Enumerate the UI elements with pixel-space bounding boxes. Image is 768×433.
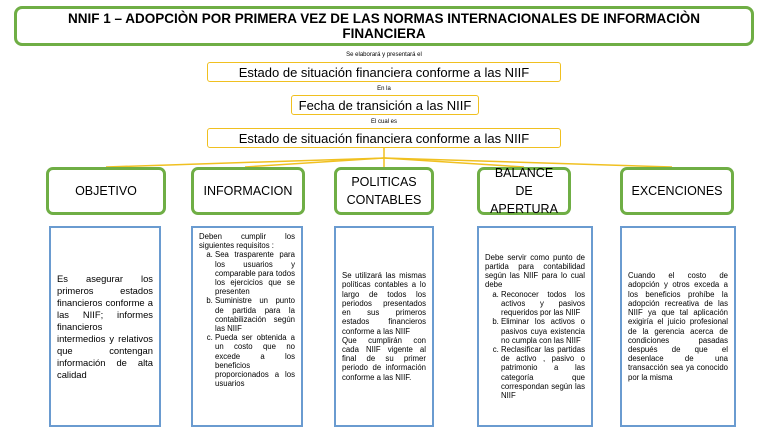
list-item: b. Eliminar los activos o pasivos cuya existencia no cumpla con las NIIF <box>501 317 585 345</box>
detail-informacion <box>191 226 303 427</box>
list-item: a. Sea trasparente para los usuarios y comparable para todos los ejercicios que se presenten <box>215 250 295 296</box>
connector-text-3: El cual es <box>370 119 397 125</box>
informacion-list <box>199 250 295 388</box>
detail-balance-apertura <box>477 226 593 427</box>
excenciones-text: Cuando el costo de adopción y otros exceda a los beneficios prohíbe la adopción recreativa de las NIIF ya que tal aplicación exigiría el juicio profesional de la gerencia acerca de condiciones pasadas después de que el desenlace de una transacción sea ya conocido por la misma <box>628 271 728 382</box>
category-informacion: INFORMACION <box>191 167 305 215</box>
list-item: c. Pueda ser obtenida a un costo que no excede a los beneficios proporcionados a los usuarios <box>215 333 295 388</box>
detail-excenciones <box>620 226 736 427</box>
connector-text-2: En la <box>377 86 391 92</box>
category-politicas-contables: POLITICAS CONTABLES <box>334 167 434 215</box>
informacion-intro: Deben cumplir los siguientes requisitos : <box>199 232 295 251</box>
politicas-text-1: Se utilizará las mismas políticas contables a lo largo de todos los periodos presentados en sus primeros estados financieros conforme a las NIIF <box>342 271 426 336</box>
objetivo-text: Es asegurar los primeros estados financieros conforme a las NIIF; informes financieros intermedios y relativos que contengan información de alta calidad <box>57 272 153 380</box>
list-item: b. Suministre un punto de partida para la contabilización según las NIIF <box>215 296 295 333</box>
politicas-text-2: Que cumplirán con cada NIIF vigente al final de su primer periodo de información conforme a las NIIF. <box>342 335 426 382</box>
balance-list <box>485 290 585 400</box>
category-balance-apertura: BALANCE DE APERTURA <box>477 167 571 215</box>
list-item: c. Reclasificar las partidas de activo , pasivo o patrimonio a las categoría que correspondan según las NIIF <box>501 345 585 400</box>
box-fecha-transicion: Fecha de transición a las NIIF <box>291 95 479 115</box>
box-estado-situacion-1: Estado de situación financiera conforme a las NIIF <box>207 62 561 82</box>
category-objetivo: OBJETIVO <box>46 167 166 215</box>
detail-objetivo <box>49 226 161 427</box>
category-excenciones: EXCENCIONES <box>620 167 734 215</box>
branch-line-objetivo <box>106 158 384 167</box>
connector-text-1: Se elaborará y presentará el <box>346 52 422 58</box>
box-estado-situacion-2: Estado de situación financiera conforme a las NIIF <box>207 128 561 148</box>
list-item: a. Reconocer todos los activos y pasivos requeridos por las NIIF <box>501 290 585 318</box>
diagram-title: NNIF 1 – ADOPCIÒN POR PRIMERA VEZ DE LAS NORMAS INTERNACIONALES DE INFORMACIÒN FINANCIERA <box>14 6 754 46</box>
balance-intro: Debe servir como punto de partida para contabilidad según las NIIF para lo cual debe <box>485 252 585 290</box>
detail-politicas-contables <box>334 226 434 427</box>
